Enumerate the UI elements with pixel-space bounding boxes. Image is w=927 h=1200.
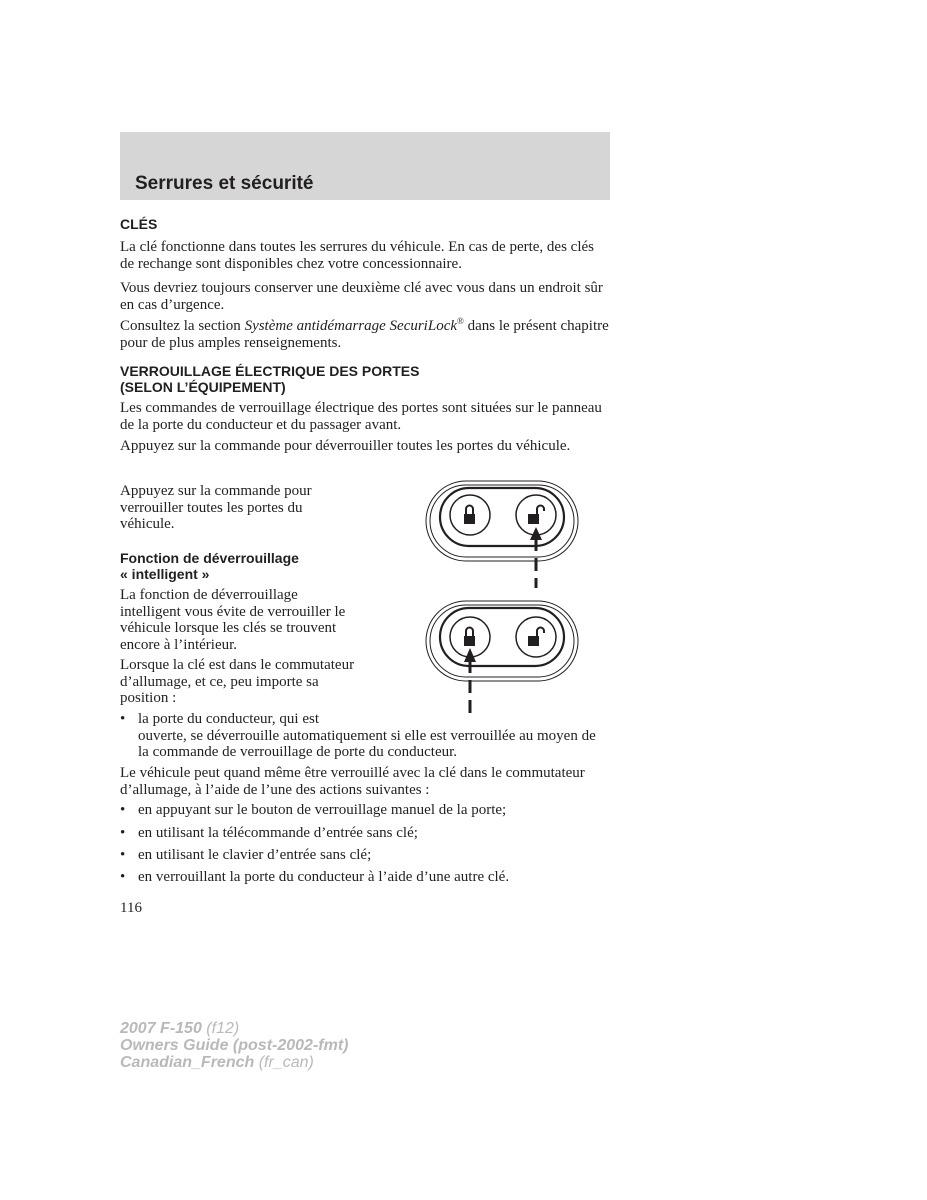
smart-unlock-paragraph-3: Le véhicule peut quand même être verrouillé avec la clé dans le commutateur d’allumage, à l’aide de l’une des actions suivantes : [120,765,585,798]
bullet-keypad: • en utilisant le clavier d’entrée sans clé; [120,847,372,863]
smart-unlock-paragraph-2: Lorsque la clé est dans le commutateur d’allumage, et ce, peu importe sa position : [120,657,355,706]
page-number: 116 [120,900,142,916]
section-heading-power-locks: VERROUILLAGE ÉLECTRIQUE DES PORTES (SELON L’ÉQUIPEMENT) [120,363,420,395]
power-lock-switch-illustration [418,478,583,718]
lock-open-icon [528,506,544,525]
bullet-marker: • [120,711,126,727]
chapter-header-band [120,132,610,200]
power-locks-paragraph-2: Appuyez sur la commande pour déverrouiller toutes les portes du véhicule. [120,438,571,454]
chapter-title: Serrures et sécurité [135,173,314,194]
section-heading-keys: CLÉS [120,216,158,232]
bullet-other-key: • en verrouillant la porte du conducteur à l’aide d’une autre clé. [120,869,510,885]
subheading-smart-unlock: Fonction de déverrouillage « intelligent » [120,550,299,582]
bullet-manual-lock: • en appuyant sur le bouton de verrouillage manuel de la porte; [120,802,507,818]
power-locks-paragraph-1: Les commandes de verrouillage électrique des portes sont situées sur le panneau de la porte du conducteur et du passager avant. [120,400,602,433]
lock-closed-icon [464,628,475,647]
power-locks-paragraph-3: Appuyez sur la commande pour verrouiller toutes les portes du véhicule. [120,483,312,532]
smart-unlock-paragraph-1: La fonction de déverrouillage intelligent vous évite de verrouiller le véhicule lorsque les clés se trouvent encore à l’intérieur. [120,587,346,653]
keys-paragraph-2: Vous devriez toujours conserver une deuxième clé avec vous dans un endroit sûr en cas d’urgence. [120,280,603,313]
lock-open-icon [528,628,544,647]
lock-closed-icon [464,506,475,525]
keys-paragraph-3: Consultez la section Système antidémarrage SecuriLock® dans le présent chapitre pour de plus amples renseignements. [120,316,609,351]
switch-lock-diagram [426,601,578,713]
switch-unlock-diagram [426,481,578,588]
securilock-reference: Système antidémarrage SecuriLock [244,318,458,334]
keys-paragraph-1: La clé fonctionne dans toutes les serrures du véhicule. En cas de perte, des clés de rechange sont disponibles chez votre concessionnaire. [120,239,594,272]
bullet-remote-entry: • en utilisant la télécommande d’entrée sans clé; [120,825,418,841]
document-footer: 2007 F-150 (f12) Owners Guide (post-2002-fmt) Canadian_French (fr_can) [120,1020,349,1071]
bullet-driver-door: • la porte du conducteur, qui est ouverte, se déverrouille automatiquement si elle est verrouillée au moyen de la commande de verrouillage de porte du conducteur. [120,711,596,760]
